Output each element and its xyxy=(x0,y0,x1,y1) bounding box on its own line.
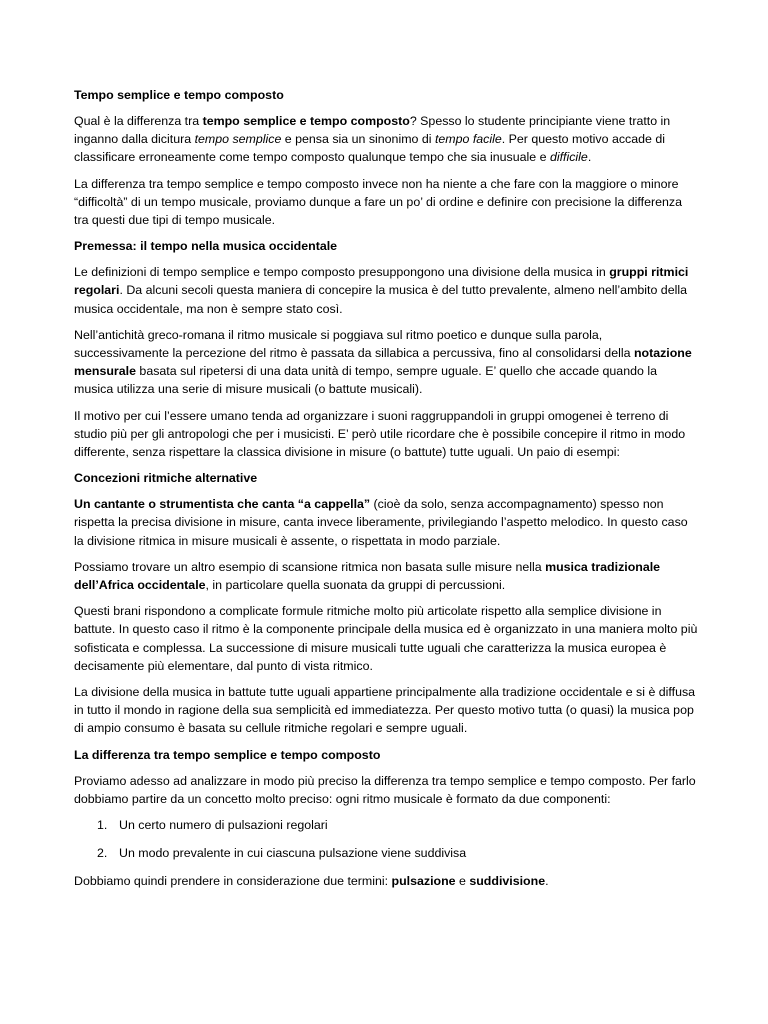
bold-text: pulsazione xyxy=(391,874,456,889)
bold-text: notazione mensurale xyxy=(74,346,692,379)
text-run: Possiamo trovare un altro esempio di scansione ritmica non basata sulle misure nella xyxy=(74,559,546,574)
list-number: 2. xyxy=(97,846,108,861)
paragraph-motive: Il motivo per cui l’essere umano tenda ad organizzare i suoni raggruppandoli in gruppi omogenei è terreno di studio più per gli antropologi che per i musicisti. E’ però utile ricordare che è possibile concepire il ritmo in modo differente, senza rispettare la classica divisione in misure (o battute) tutte uguali. Un paio di esempi: xyxy=(74,408,686,460)
text-run: Qual è la differenza tra xyxy=(74,114,203,128)
list-number: 1. xyxy=(97,818,108,833)
text-run: (cioè da solo, senza accompagnamento) spesso non rispetta la precisa divisione in misure, canta invece liberamente, privilegiando l’aspetto melodico. In questo caso la divisione ritmica in misure musicali è assente, o rispettata in modo parziale. xyxy=(74,497,688,548)
bold-text: gruppi ritmici regolari xyxy=(74,265,689,298)
text-run: e pensa sia un sinonimo di xyxy=(281,132,435,147)
text-run: . xyxy=(545,874,549,889)
bold-text: musica tradizionale dell’Africa occidentale xyxy=(74,559,661,593)
text-run: . xyxy=(587,150,592,165)
bold-text: tempo semplice e tempo composto xyxy=(202,114,410,128)
list-item xyxy=(74,844,698,862)
bold-text: “a cappella” xyxy=(297,497,371,512)
text-run: , in particolare quella suonata da gruppi di percussioni. xyxy=(205,578,506,593)
section-heading-differenza: La differenza tra tempo semplice e tempo composto xyxy=(74,747,381,762)
italic-text: tempo semplice xyxy=(194,132,282,147)
paragraph-terms xyxy=(74,872,698,890)
paragraph-a-cappella xyxy=(74,495,698,550)
text-run: e xyxy=(455,874,470,889)
text-run: Dobbiamo quindi prendere in considerazione due termini: xyxy=(74,874,392,889)
paragraph-division: La divisione della musica in battute tutte uguali appartiene principalmente alla tradizione occidentale e si è diffusa in tutto il mondo in ragione della sua semplicità ed immediatezza. Per questo motivo tutta (o quasi) la musica pop di ampio consumo è basata su cellule ritmiche regolari e sempre uguali. xyxy=(74,685,696,736)
paragraph-formulas: Questi brani rispondono a complicate formule ritmiche molto più articolate rispetto alla semplice divisione in battute. In questo caso il ritmo è la componente principale della musica ed è organizzato in una maniera molto più sofisticata e complessa. La successione di misure musicali tutte uguali che caratterizza la musica europea è decisamente più elementare, dal punto di vista ritmico. xyxy=(74,604,698,673)
paragraph-antiquity xyxy=(74,326,698,399)
text-run: ? Spesso lo studente principiante viene tratto in inganno dalla dicitura xyxy=(74,114,671,147)
text-run: Le definizioni di tempo semplice e tempo composto presuppongono una divisione della musica in xyxy=(74,265,610,280)
text-run: Nell’antichità greco-romana il ritmo musicale si poggiava sul ritmo poetico e dunque sulla parola, successivamente la percezione del ritmo è passata da sillabica a percussiva, fino al consolidarsi della xyxy=(74,327,634,361)
list-item-text: Un certo numero di pulsazioni regolari xyxy=(119,818,328,833)
paragraph-africa xyxy=(74,558,698,594)
document-title: Tempo semplice e tempo composto xyxy=(74,88,284,102)
bold-text: Un cantante o strumentista che canta xyxy=(74,497,298,512)
paragraph-intro xyxy=(74,112,698,167)
paragraph-definitions xyxy=(74,263,698,318)
text-run: . Da alcuni secoli questa maniera di concepire la musica è del tutto prevalente, almeno nell’ambito della musica occidentale, ma non è sempre stato così. xyxy=(74,283,687,316)
section-heading-concezioni: Concezioni ritmiche alternative xyxy=(74,471,258,486)
text-run: basata sul ripetersi di una data unità di tempo, sempre uguale. E’ quello che accade quando la musica utilizza una serie di misure musicali (o battute musicali). xyxy=(74,364,657,397)
italic-text: tempo facile xyxy=(434,132,502,147)
paragraph-difference: La differenza tra tempo semplice e tempo composto invece non ha niente a che fare con la maggiore o minore “difficoltà” di un tempo musicale, proviamo dunque a fare un po’ di ordine e definire con precisione la differenza tra questi due tipi di tempo musicale. xyxy=(74,176,682,228)
bold-text: suddivisione xyxy=(469,874,546,889)
italic-text: difficile xyxy=(549,150,588,165)
components-list xyxy=(74,816,698,862)
list-item-text: Un modo prevalente in cui ciascuna pulsazione viene suddivisa xyxy=(119,846,467,861)
paragraph-analysis: Proviamo adesso ad analizzare in modo più preciso la differenza tra tempo semplice e tempo composto. Per farlo dobbiamo partire da un concetto molto preciso: ogni ritmo musicale è formato da due componenti: xyxy=(74,773,696,806)
text-run: . Per questo motivo accade di classificare erroneamente come tempo composto qualunque tempo che sia inusuale e xyxy=(74,132,665,165)
list-item xyxy=(74,816,698,834)
section-heading-premessa: Premessa: il tempo nella musica occidentale xyxy=(74,239,338,254)
